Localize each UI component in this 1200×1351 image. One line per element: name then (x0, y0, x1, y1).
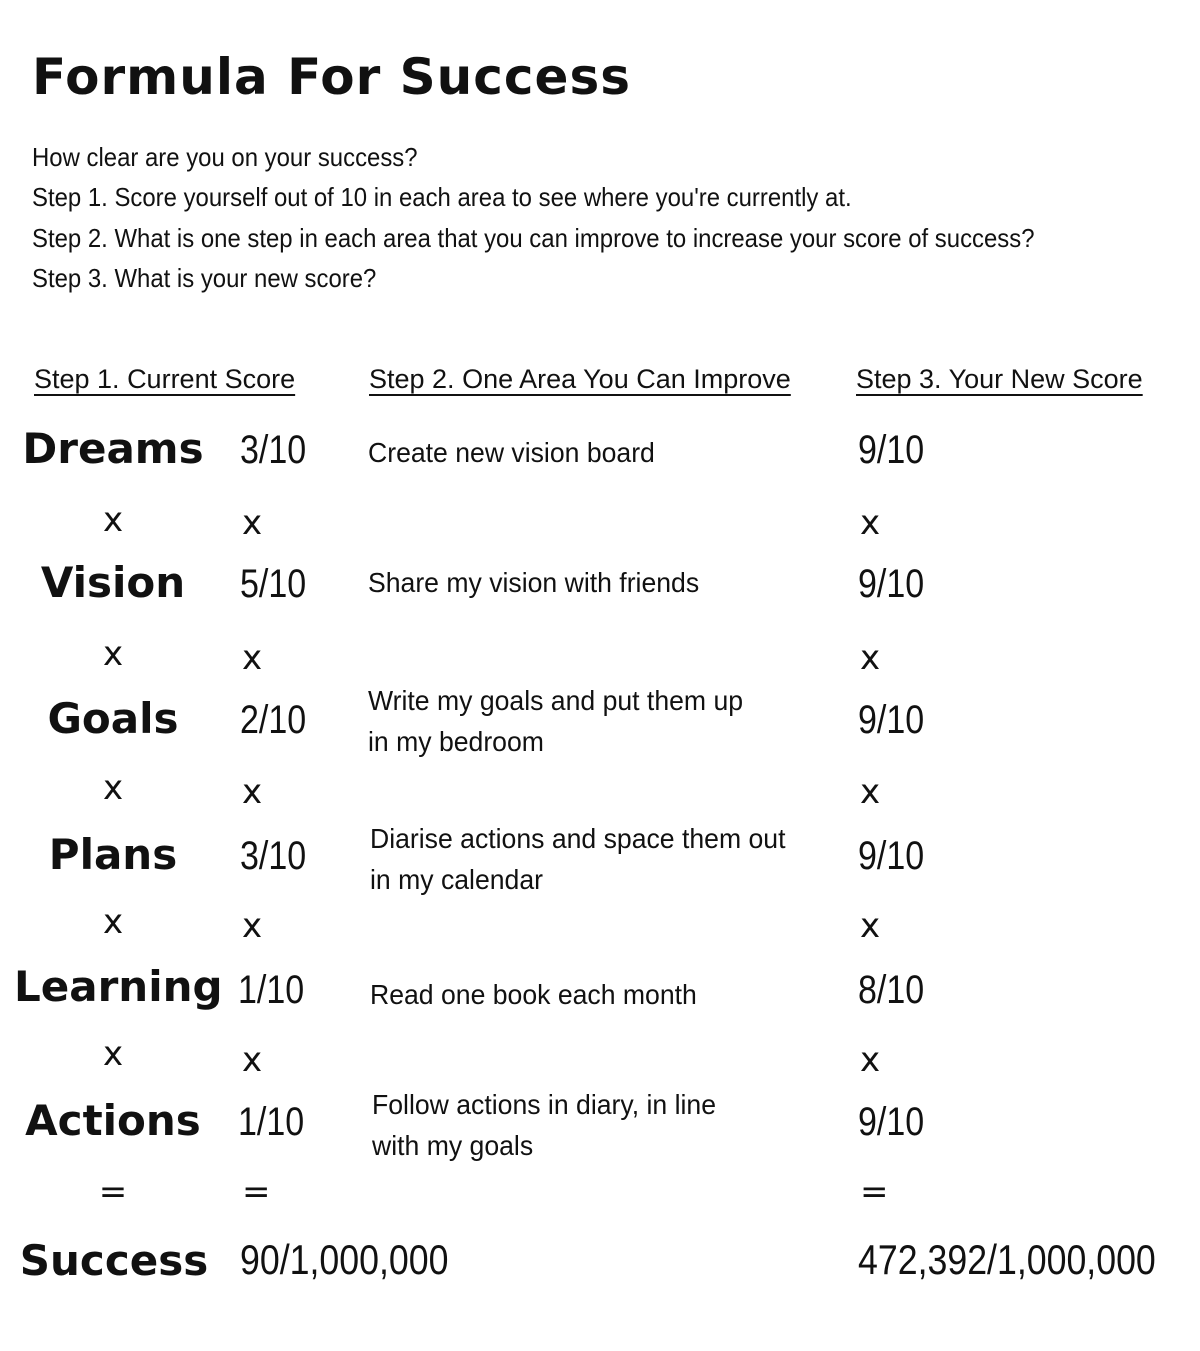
area-vision: Vision (40, 558, 186, 607)
intro-question: How clear are you on your success? (32, 142, 418, 172)
current-total-score: 90/1,000,000 (240, 1236, 449, 1283)
current-score-plans: 3/10 (240, 834, 307, 878)
area-plans: Plans (48, 830, 178, 879)
multiply-symbol: x (102, 500, 124, 540)
intro-step-2: Step 2. What is one step in each area that you can improve to increase your score of success? (32, 223, 1035, 253)
improvement-actions: Follow actions in diary, in line with my goals (372, 1089, 716, 1161)
column-header-improve: Step 2. One Area You Can Improve (369, 364, 791, 394)
new-score-plans: 9/10 (858, 834, 925, 878)
improvement-dreams: Create new vision board (368, 437, 655, 468)
current-score-learning: 1/10 (238, 968, 305, 1012)
area-dreams: Dreams (22, 424, 204, 473)
multiply-symbol: x (242, 906, 263, 946)
area-actions: Actions (25, 1096, 201, 1145)
improvement-goals: Write my goals and put them up in my bedroom (368, 685, 744, 757)
new-score-learning: 8/10 (858, 968, 925, 1012)
column-header-current-score: Step 1. Current Score (34, 364, 296, 394)
multiply-symbol: x (242, 503, 263, 543)
multiply-symbol: x (242, 772, 263, 812)
equals-symbol: = (242, 1172, 271, 1212)
multiply-symbol: x (102, 634, 124, 674)
multiply-symbol: x (860, 906, 881, 946)
column-header-new-score: Step 3. Your New Score (856, 364, 1143, 394)
current-score-goals: 2/10 (240, 698, 307, 742)
area-learning: Learning (14, 962, 223, 1011)
current-score-actions: 1/10 (238, 1100, 305, 1144)
current-score-dreams: 3/10 (240, 428, 307, 472)
multiply-symbol: x (102, 902, 124, 942)
multiply-symbol: x (860, 1040, 881, 1080)
equals-symbol: = (98, 1172, 128, 1212)
equals-symbol: = (860, 1172, 889, 1212)
multiply-symbol: x (102, 1034, 124, 1074)
result-label-success: Success (19, 1236, 209, 1285)
improvement-vision: Share my vision with friends (368, 567, 700, 598)
new-score-vision: 9/10 (858, 562, 925, 606)
new-total-score: 472,392/1,000,000 (858, 1236, 1156, 1283)
area-goals: Goals (47, 694, 179, 743)
multiply-symbol: x (102, 768, 124, 808)
multiply-symbol: x (242, 638, 263, 678)
page-title: Formula For Success (32, 48, 631, 106)
intro-step-1: Step 1. Score yourself out of 10 in each area to see where you're currently at. (32, 182, 852, 212)
multiply-symbol: x (860, 638, 881, 678)
new-score-actions: 9/10 (858, 1100, 925, 1144)
new-score-dreams: 9/10 (858, 428, 925, 472)
improvement-learning: Read one book each month (370, 979, 697, 1010)
improvement-plans: Diarise actions and space them out in my calendar (370, 823, 786, 895)
multiply-symbol: x (860, 503, 881, 543)
multiply-symbol: x (860, 772, 881, 812)
multiply-symbol: x (242, 1040, 263, 1080)
current-score-vision: 5/10 (240, 562, 307, 606)
new-score-goals: 9/10 (858, 698, 925, 742)
intro-step-3: Step 3. What is your new score? (32, 263, 377, 293)
